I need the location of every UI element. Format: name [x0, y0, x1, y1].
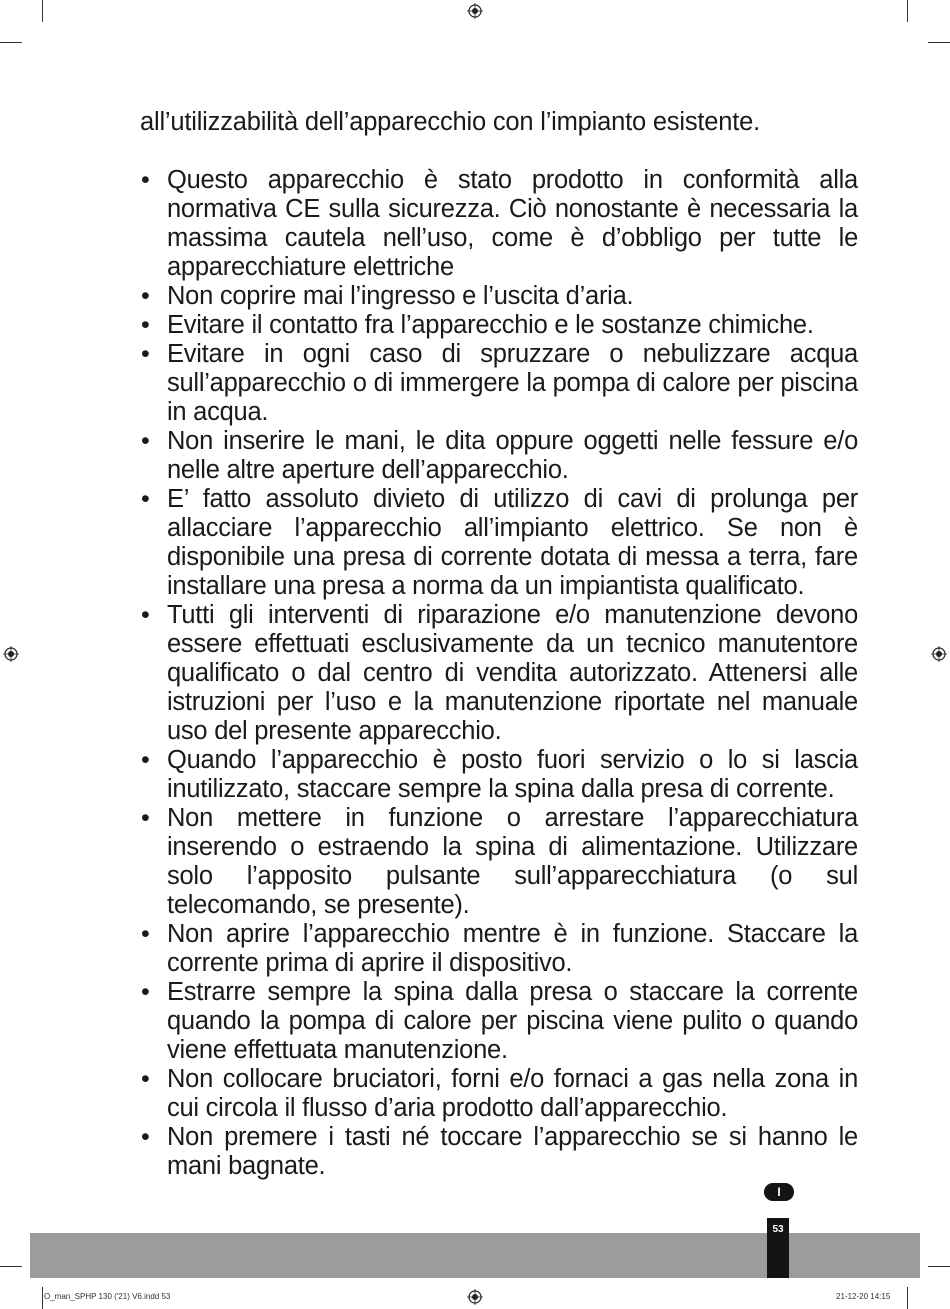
safety-bullet-list [140, 166, 858, 1181]
bullet-item [140, 485, 858, 601]
bullet-item [140, 601, 858, 746]
bullet-dot: • [141, 427, 150, 455]
print-slug-timestamp: 21-12-20 14:15 [836, 1292, 891, 1301]
bullet-dot: • [141, 282, 150, 310]
registration-mark-left-icon [3, 646, 19, 662]
bullet-item [140, 1123, 858, 1181]
bullet-item [140, 427, 858, 485]
bullet-dot: • [141, 311, 150, 339]
bullet-text: Non inserire le mani, le dita oppure oggetti nelle fessure e/o nelle altre aperture dell’apparecchio. [167, 427, 858, 484]
bullet-dot: • [141, 601, 150, 629]
crop-mark-top-left [42, 0, 43, 22]
bullet-item [140, 978, 858, 1065]
bullet-text: Non mettere in funzione o arrestare l’apparecchiatura inserendo o estraendo la spina di alimentazione. Utilizzare solo l’apposito pulsante sull’apparecchiatura (o sul telecomando, se presente). [167, 804, 858, 919]
language-badge: I [764, 1183, 794, 1201]
crop-mark-top-right-h [928, 42, 950, 43]
crop-mark-bottom-left [42, 1287, 43, 1309]
bullet-item [140, 1065, 858, 1123]
bullet-item [140, 282, 858, 311]
bullet-text: Non aprire l’apparecchio mentre è in funzione. Staccare la corrente prima di aprire il dispositivo. [167, 920, 858, 977]
bullet-text: Non premere i tasti né toccare l’apparecchio se si hanno le mani bagnate. [167, 1123, 858, 1180]
print-slug-filename: O_man_SPHP 130 ('21) V6.indd 53 [44, 1292, 171, 1301]
bullet-text: Non coprire mai l’ingresso e l’uscita d’aria. [167, 282, 634, 310]
bullet-dot: • [141, 340, 150, 368]
page-number: 53 [767, 1218, 789, 1278]
bullet-item [140, 804, 858, 920]
bullet-item [140, 920, 858, 978]
bullet-text: Non collocare bruciatori, forni e/o fornaci a gas nella zona in cui circola il flusso d’aria prodotto dall’apparecchio. [167, 1065, 858, 1122]
bullet-dot: • [141, 978, 150, 1006]
registration-mark-top-icon [467, 3, 483, 19]
page-content [140, 108, 858, 1181]
intro-line: all’utilizzabilità dell’apparecchio con l’impianto esistente. [140, 108, 760, 136]
crop-mark-top-left-h [0, 42, 22, 43]
bullet-text: Estrarre sempre la spina dalla presa o staccare la corrente quando la pompa di calore per piscina viene pulito o quando viene effettuata manutenzione. [167, 978, 858, 1064]
bullet-dot: • [141, 804, 150, 832]
crop-mark-top-right [907, 0, 908, 22]
bullet-text: Evitare in ogni caso di spruzzare o nebulizzare acqua sull’apparecchio o di immergere la pompa di calore per piscina in acqua. [167, 340, 858, 426]
bullet-text: Evitare il contatto fra l’apparecchio e le sostanze chimiche. [167, 311, 814, 339]
registration-mark-right-icon [931, 646, 947, 662]
bullet-text: Tutti gli interventi di riparazione e/o manutenzione devono essere effettuati esclusivamente da un tecnico manutentore qualificato o dal centro di vendita autorizzato. Attenersi alle istruzioni per l’uso e la manutenzione riportate nel manuale uso del presente apparecchio. [167, 601, 858, 745]
bullet-dot: • [141, 920, 150, 948]
bullet-text: Quando l’apparecchio è posto fuori servizio o lo si lascia inutilizzato, staccare sempre la spina dalla presa di corrente. [167, 746, 858, 803]
bullet-dot: • [141, 746, 150, 774]
crop-mark-bottom-left-h [0, 1266, 22, 1267]
bullet-dot: • [141, 166, 150, 194]
bullet-item [140, 166, 858, 282]
crop-mark-bottom-right-h [928, 1266, 950, 1267]
registration-mark-bottom-icon [467, 1289, 483, 1305]
bullet-dot: • [141, 1065, 150, 1093]
bullet-dot: • [141, 1123, 150, 1151]
bullet-item [140, 746, 858, 804]
bullet-text: E’ fatto assoluto divieto di utilizzo di cavi di prolunga per allacciare l’apparecchio all’impianto elettrico. Se non è disponibile una presa di corrente dotata di messa a terra, fare installare una presa a norma da un impiantista qualificato. [167, 485, 858, 600]
bullet-item [140, 311, 858, 340]
bullet-dot: • [141, 485, 150, 513]
bullet-text: Questo apparecchio è stato prodotto in conformità alla normativa CE sulla sicurezza. Ciò nonostante è necessaria la massima cautela nell’uso, come è d’obbligo per tutte le apparecchiature elettriche [167, 166, 858, 281]
crop-mark-bottom-right [907, 1287, 908, 1309]
bullet-item [140, 340, 858, 427]
